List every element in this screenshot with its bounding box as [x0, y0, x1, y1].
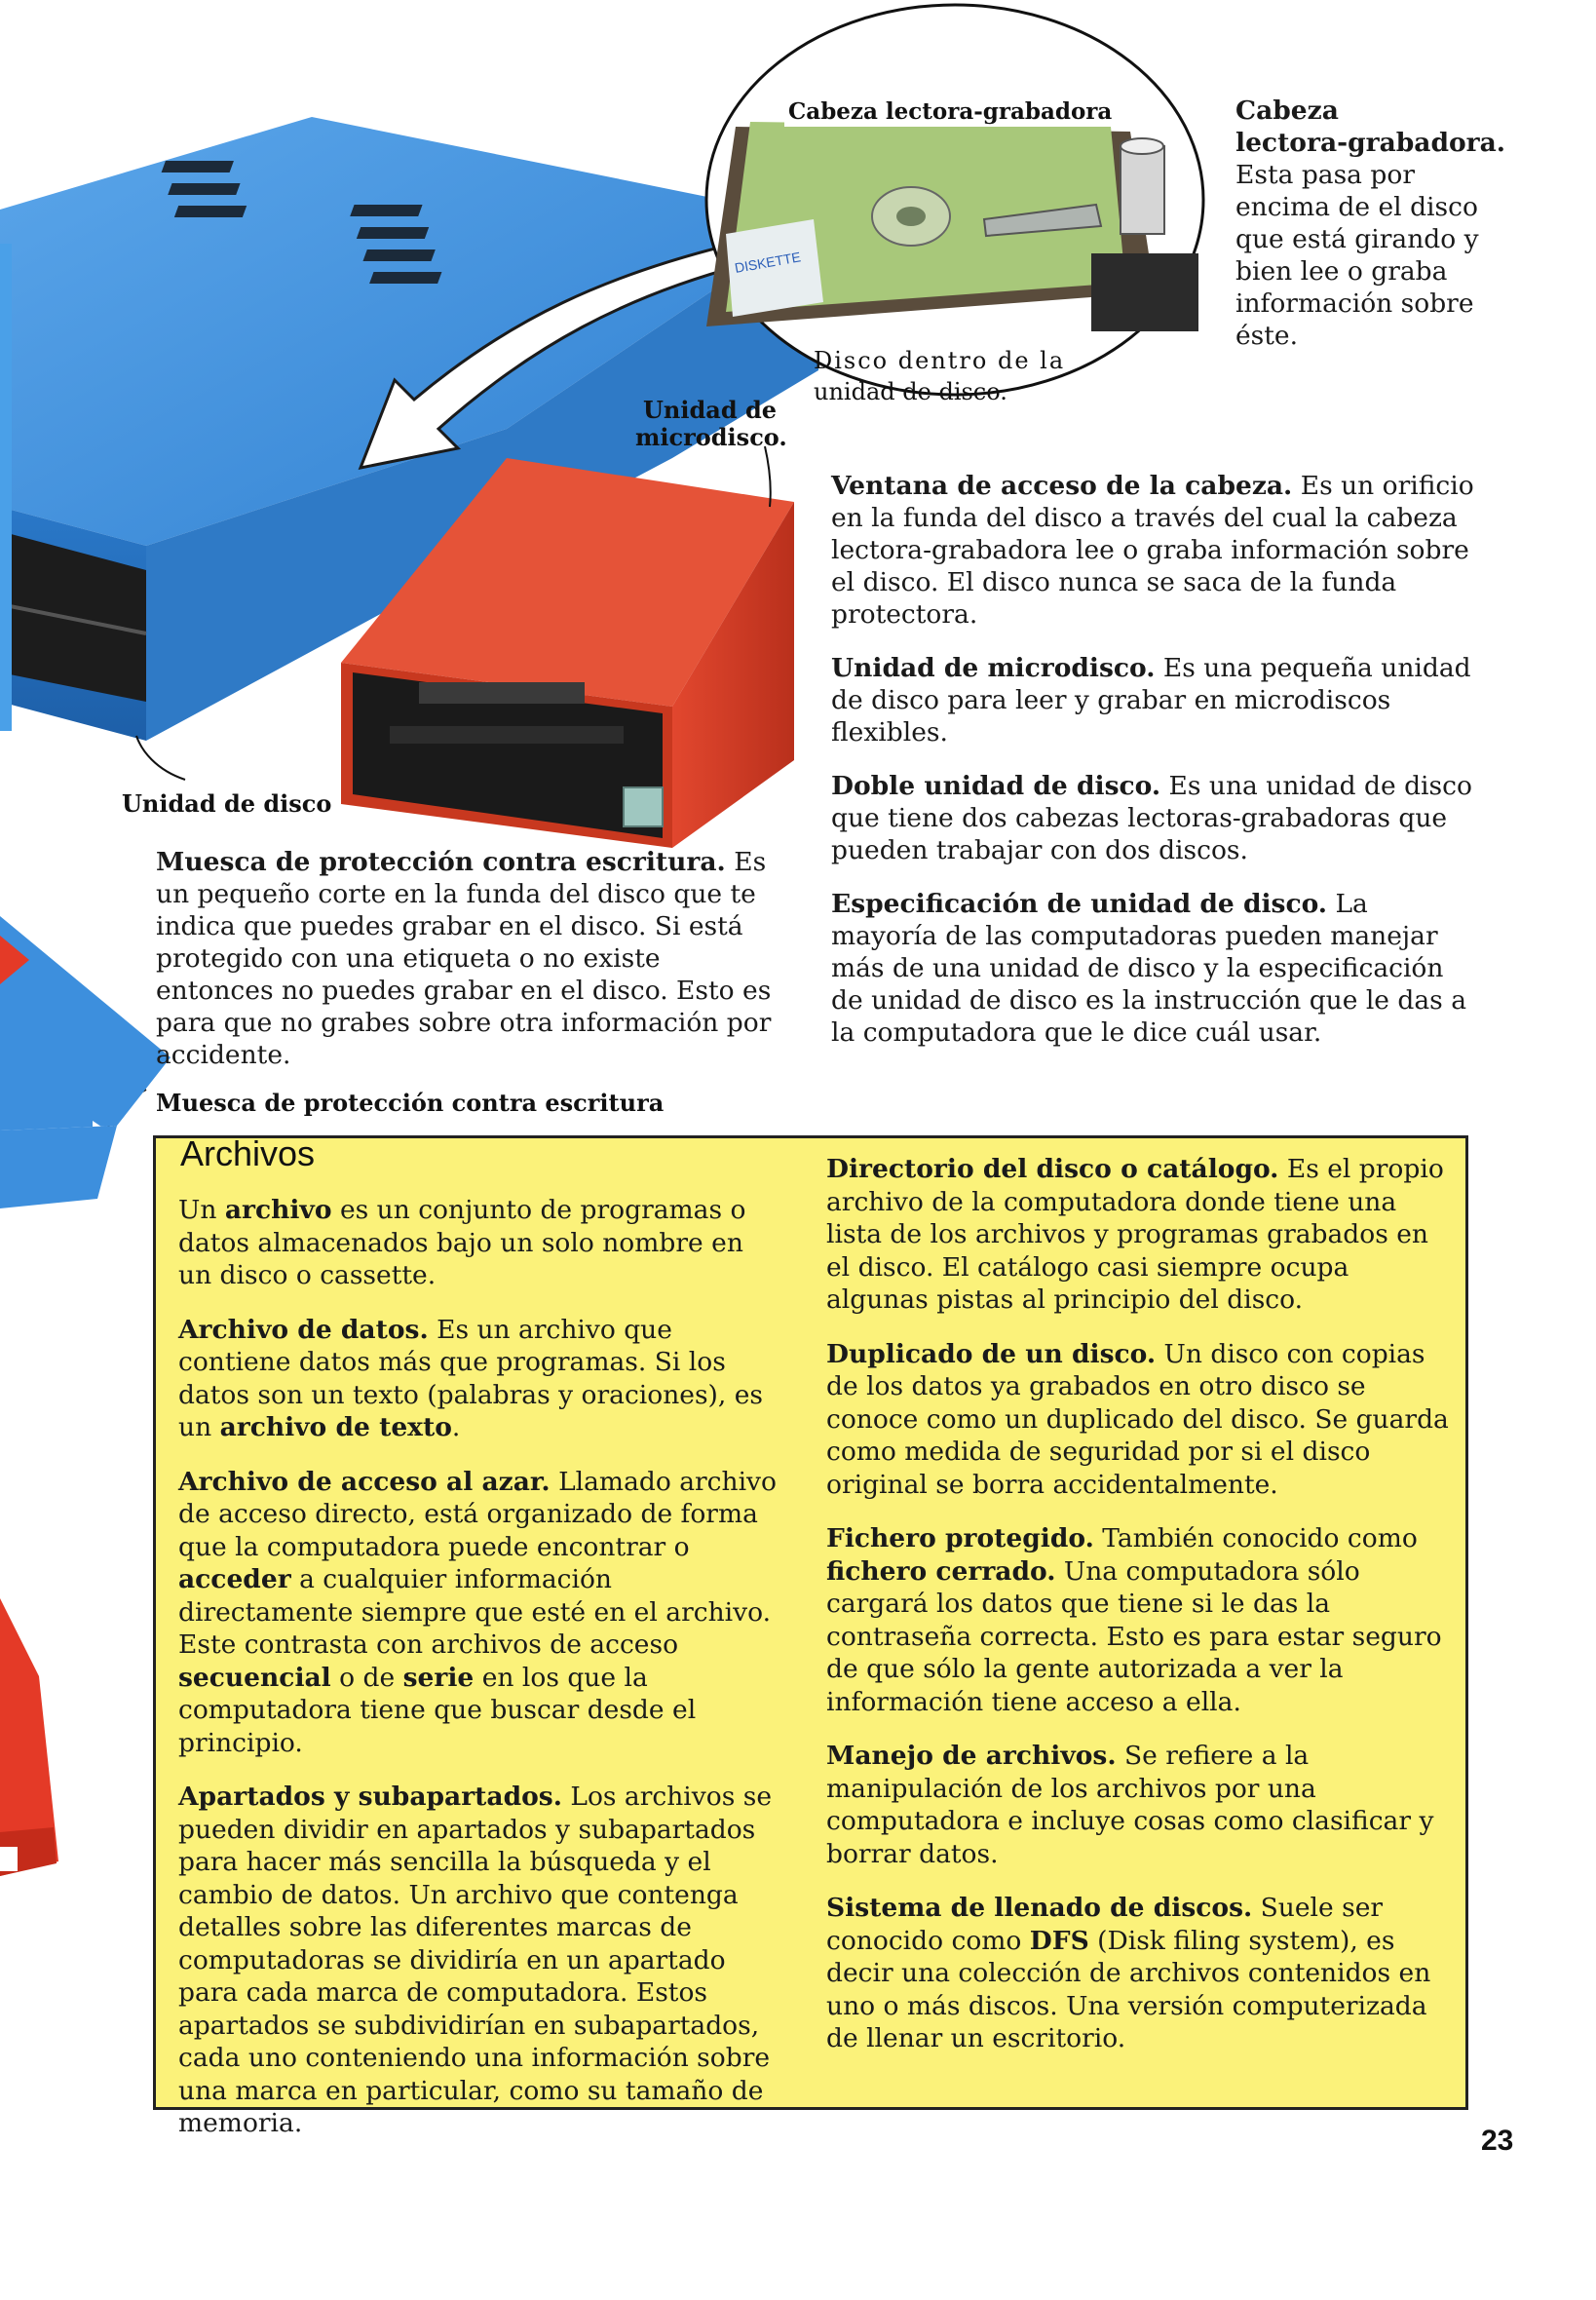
manejo-archivos-definition: Manejo de archivos. Se refiere a la manipulación de los archivos por una computadora e incluye cosas como clasificar y borrar datos. — [826, 1741, 1434, 1869]
head-desc-line-6: éste. — [1235, 321, 1299, 351]
write-protect-notch-label: Muesca de protección contra escritura — [156, 1089, 665, 1117]
head-desc-line-1: Esta pasa por — [1235, 160, 1415, 190]
red-floppy-disk — [0, 1598, 58, 1876]
archivos-left-column — [178, 1194, 782, 2162]
head-term-2: lectora-grabadora. — [1235, 128, 1506, 158]
page-number: 23 — [1481, 2125, 1514, 2157]
zoom-caption-line-1: Disco dentro de la — [814, 347, 1066, 374]
definition-disk-unit-spec: Especificación de unidad de disco. La mayoría de las computadoras pueden manejar más de una unidad de disco y la especificación de unidad de disco es la instrucción que le das a la computadora que le dice cuál usar. — [831, 889, 1466, 1048]
archivo-acceso-azar-definition: Archivo de acceso al azar. Llamado archivo de acceso directo, está organizado de forma que la computadora puede encontrar o acceder a cualquier información directamente siempre que esté en el archivo. Este contrasta con archivos de acceso secuencial o de serie en los que la computadora tiene que buscar desde el principio. — [178, 1466, 777, 1758]
head-desc-line-5: información sobre — [1235, 288, 1474, 319]
zoom-caption-line-2: unidad de disco. — [814, 378, 1007, 405]
microdisk-label-line-1: Unidad de — [643, 396, 778, 424]
archivos-title: Archivos — [180, 1133, 316, 1173]
dfs-definition: Sistema de llenado de discos. Suele ser conocido como DFS (Disk filing system), es decir una colección de archivos contenidos en uno o más discos. Una versión computerizada de llenar un escritorio. — [826, 1893, 1431, 2053]
disk-unit-label: Unidad de disco — [122, 789, 332, 818]
definition-double-disk-unit: Doble unidad de disco. Es una unidad de disco que tiene dos cabezas lectoras-grabadoras que pueden trabajar con dos discos. — [831, 771, 1472, 865]
definition-microdisk-unit: Unidad de microdisco. Es una pequeña unidad de disco para leer y grabar en microdiscos flexibles. — [831, 653, 1471, 748]
archivo-definition: Un archivo es un conjunto de programas o datos almacenados bajo un solo nombre en un disco o cassette. — [178, 1195, 746, 1290]
zoom-circle — [706, 5, 1203, 395]
directorio-definition: Directorio del disco o catálogo. Es el propio archivo de la computadora donde tiene una lista de los archivos y programas grabados en el disco. El catálogo casi siempre ocupa algunas pistas al principio del disco. — [826, 1154, 1444, 1315]
head-desc-line-3: que está girando y — [1235, 224, 1479, 254]
definition-head-window: Ventana de acceso de la cabeza. Es un orificio en la funda del disco a través del cual la cabeza lectora-grabadora lee o graba información sobre el disco. El disco nunca se saca de la funda protectora. — [831, 471, 1474, 630]
definition-write-protect-notch: Muesca de protección contra escritura. Es un pequeño corte en la funda del disco que te indica que puedes grabar en el disco. Si está protegido con una etiqueta o no existe entonces no puedes grabar en el disco. Esto es para que no grabes sobre otra información por accidente. — [156, 847, 772, 1070]
svg-text:DISKETTE: DISKETTE — [733, 249, 802, 276]
head-definition — [1235, 95, 1586, 352]
right-definitions — [831, 470, 1474, 1070]
duplicado-definition: Duplicado de un disco. Un disco con copias de los datos ya grabados en otro disco se conoce como un duplicado del disco. Se guarda como medida de seguridad por si el disco original se borra accidentalmente. — [826, 1338, 1449, 1500]
fichero-protegido-definition: Fichero protegido. También conocido como fichero cerrado. Una computadora sólo cargará los datos que tiene si le das la contraseña correcta. Esto es para estar seguro de que sólo la gente autorizada a ver la información tiene acceso a ella. — [826, 1523, 1442, 1717]
zoom-title: Cabeza lectora-grabadora — [784, 97, 1116, 127]
archivo-datos-definition: Archivo de datos. Es un archivo que contiene datos más que programas. Si los datos son un texto (palabras y oraciones), es un archivo de texto. — [178, 1314, 764, 1442]
apartados-definition: Apartados y subapartados. Los archivos se pueden dividir en apartados y subapartados para hacer más sencilla la búsqueda y el cambio de datos. Un archivo que contenga detalles sobre las diferentes marcas de computadoras se dividiría en un apartado para cada marca de computadora. Estos apartados se subdividirían en subapartados, cada uno conteniendo una información sobre una marca en particular, como su tamaño de memoria. — [178, 1782, 773, 2138]
head-term-1: Cabeza — [1235, 96, 1339, 126]
head-desc-line-4: bien lee o graba — [1235, 256, 1448, 287]
head-desc-line-2: encima de el disco — [1235, 192, 1478, 222]
archivos-right-column — [826, 1153, 1450, 2077]
blue-floppy-disk — [0, 916, 171, 1208]
microdisk-label-line-2: microdisco. — [635, 423, 787, 451]
